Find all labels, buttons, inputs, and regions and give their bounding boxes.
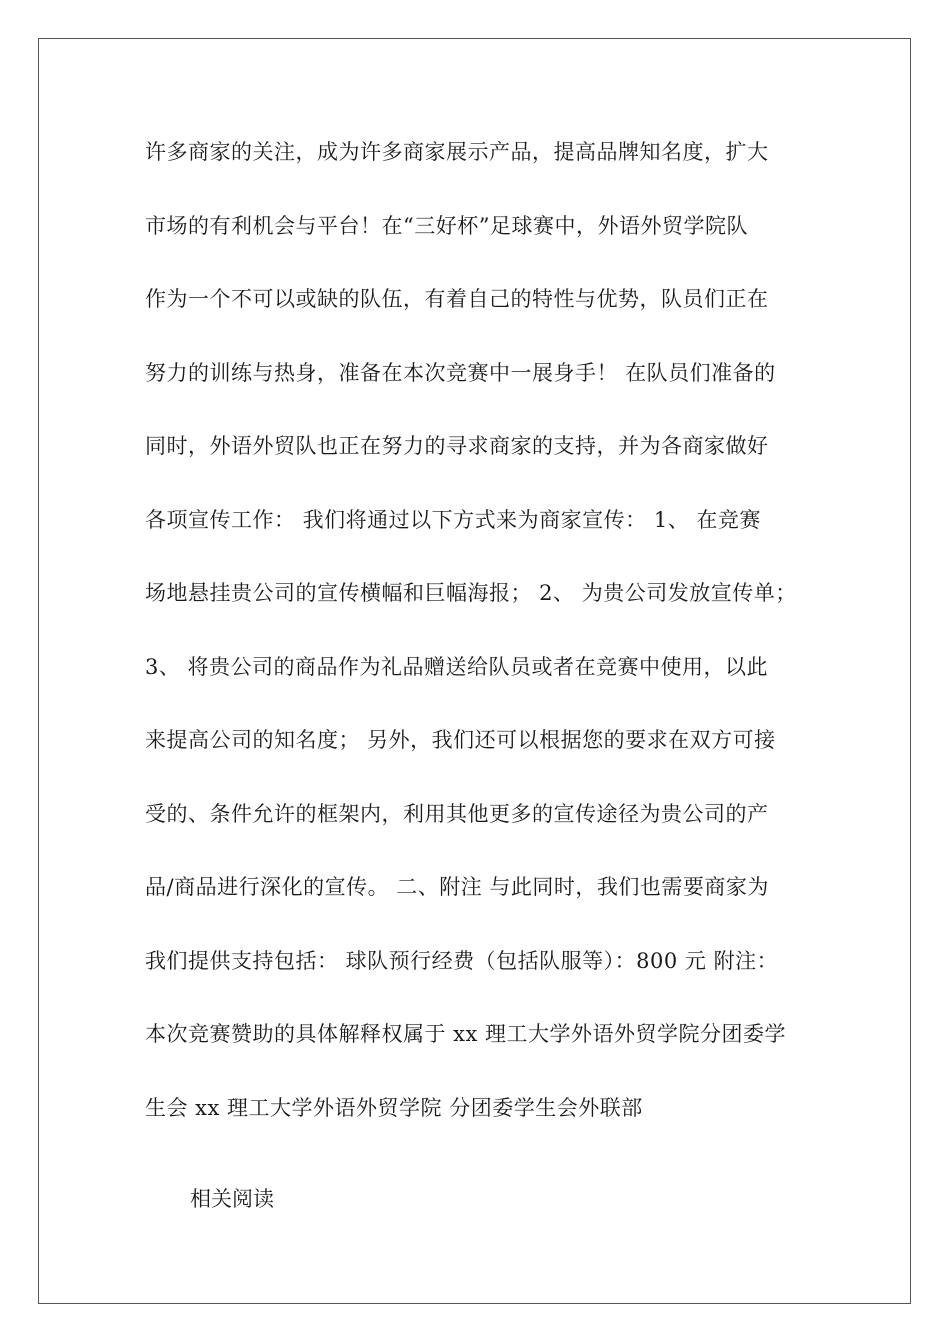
body-line: 场地悬挂贵公司的宣传横幅和巨幅海报； 2、 为贵公司发放宣传单； xyxy=(145,581,797,605)
body-line: 本次竞赛赞助的具体解释权属于 xx 理工大学外语外贸学院分团委学 xyxy=(145,1022,787,1046)
body-line: 品/商品进行深化的宣传。 二、附注 与此同时，我们也需要商家为 xyxy=(145,875,769,899)
body-line: 生会 xx 理工大学外语外贸学院 分团委学生会外联部 xyxy=(145,1095,643,1120)
body-line: 来提高公司的知名度； 另外，我们还可以根据您的要求在双方可接 xyxy=(145,728,776,752)
body-line: 3、 将贵公司的商品作为礼品赠送给队员或者在竞赛中使用，以此 xyxy=(145,654,769,679)
body-line: 市场的有利机会与平台！在“三好杯”足球赛中，外语外贸学院队 xyxy=(145,213,748,238)
related-reading-heading: 相关阅读 xyxy=(190,1187,274,1211)
document-body xyxy=(145,123,825,1152)
body-line: 我们提供支持包括： 球队预行经费（包括队服等）：800 元 附注： xyxy=(145,948,779,973)
body-line: 同时，外语外贸队也正在努力的寻求商家的支持，并为各商家做好 xyxy=(145,434,769,458)
body-line: 作为一个不可以或缺的队伍，有着自己的特性与优势，队员们正在 xyxy=(145,287,769,311)
body-line: 努力的训练与热身，准备在本次竞赛中一展身手！ 在队员们准备的 xyxy=(145,360,776,385)
body-line: 许多商家的关注，成为许多商家展示产品，提高品牌知名度，扩大 xyxy=(145,140,769,164)
body-line: 各项宣传工作： 我们将通过以下方式来为商家宣传： 1、 在竞赛 xyxy=(145,507,761,532)
body-line: 受的、条件允许的框架内，利用其他更多的宣传途径为贵公司的产 xyxy=(145,801,769,826)
